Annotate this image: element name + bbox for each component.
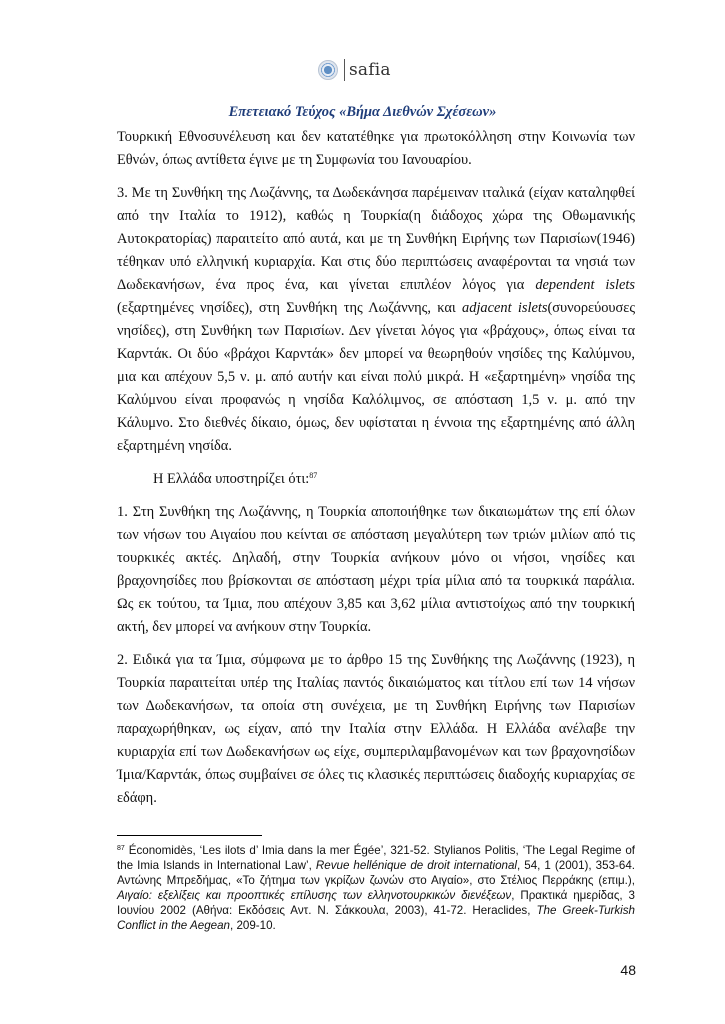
paragraph-point-1: 1. Στη Συνθήκη της Λωζάννης, η Τουρκία αποποιήθηκε των δικαιωμάτων της επί όλων των νήσων του Αιγαίου που κείνται σε απόσταση μεγαλύτερη των τριών μιλίων από τις τουρκικές ακτές. Δηλαδή, στην Τουρκία ανήκουν μόνο οι νήσοι, νησίδες και βραχονησίδες που βρίσκονται σε απόσταση μέχρι τρία μίλια από τα τουρκικά παράλια. Ως εκ τούτου, τα Ίμια, που απέχουν 3,85 και 3,62 μίλια αντιστοίχως από την τουρκική ακτή, δεν μπορεί να ανήκουν στην Τουρκία. (117, 504, 635, 635)
paragraph-point-2: 2. Ειδικά για τα Ίμια, σύμφωνα με το άρθρο 15 της Συνθήκης της Λωζάννης (1923), η Τουρκία παραιτείται υπέρ της Ιταλίας παντός δικαιώματος και τίτλου επί των 14 νήσων των Δωδεκανήσων, τα οποία στη συνέχεια, με τη Συνθήκη Ειρήνης των Παρισίων παραχωρήθηκαν, ως είχαν, από την Ιταλία στην Ελλάδα. Η Ελλάδα ανέλαβε την κυριαρχία επί των Δωδεκανήσων ως είχε, συμπεριλαμβανομένων και των βραχονησίδων Ίμια/Καρντάκ, όπως συμβαίνει σε όλες τις κλασικές περιπτώσεις διαδοχής κυριαρχίας σε εδάφη. (117, 652, 635, 806)
logo-divider (344, 59, 345, 81)
paragraph-continuation: Τουρκική Εθνοσυνέλευση και δεν κατατέθηκε για πρωτοκόλληση στην Κοινωνία των Εθνών, όπως αντίθετα έγινε με τη Συμφωνία του Ιανουαρίου. (117, 129, 635, 168)
footnote-87: $^{87}$ Économidès, ‘Les ilots d’ Imia dans la mer Égée’, 321-52. Stylianos Politis, ‘The Legal Regime of the Imia Islands in International Law’, Revue hellénique de droit international, 54, 1 (2001), 353-64. Αντώνης Μπρεδήμας, «Το ζήτημα των γκρίζων ζωνών στο Αιγαίο», στο Στέλιος Περράκης (επιμ.), Αιγαίο: εξελίξεις και προοπτικές επίλυσης των ελληνοτουρκικών διενέξεων, Πρακτικά ημερίδας, 3 Ιουνίου 2002 (Αθήνα: Εκδόσεις Αντ. Ν. Σάκκουλα, 2003), 41-72. Heraclides, The Greek-Turkish Conflict in the Aegean, 209-10. (117, 844, 636, 933)
page-number: 48 (620, 962, 636, 978)
footnote-reference[interactable]: 87 (309, 471, 318, 480)
term-dependent-islets: dependent islets (535, 277, 636, 293)
paragraph-3: 3. Με τη Συνθήκη της Λωζάννης, τα Δωδεκάνησα παρέμειναν ιταλικά (είχαν καταληφθεί από την Ιταλία το 1912), καθώς η Τουρκία(η διάδοχος χώρα της Οθωμανικής Αυτοκρατορίας) παραιτείτο από αυτά, και με τη Συνθήκη Ειρήνης των Παρισίων(1946) τέθηκαν υπό ελληνική κυριαρχία. Και στις δύο περιπτώσεις αναφέρονται τα νησιά των Δωδεκανήσων, ένα προς ένα, και γίνεται επιπλέον λόγος για dependent islets (εξαρτημένες νησίδες), στη Συνθήκη της Λωζάννης, και adjacent islets(συνορεύουσες νησίδες), στη Συνθήκη των Παρισίων. Δεν γίνεται λόγος για «βράχους», όπως είναι τα Καρντάκ. Οι δύο «βράχοι Καρντάκ» δεν μπορεί να θεωρηθούν νησίδες της Καλύμνου, μια και απέχουν 5,5 ν. μ. από αυτήν και είναι πολύ μικρά. Η «εξαρτημένη» νησίδα της Καλύμνου είναι προφανώς η νησίδα Καλόλιμνος, σε απόσταση 1,5 ν. μ. από την Κάλυμνο. Στο διεθνές δίκαιο, όμως, δεν υφίσταται η έννοια της εξαρτημένης από άλλη εξαρτημένη νησίδα. (117, 185, 636, 454)
greece-claims-heading: Η Ελλάδα υποστηρίζει ότι:$^{87}$ (153, 471, 318, 487)
footnote-separator (117, 835, 262, 836)
logo-text: safia (349, 60, 391, 80)
emblem-icon (318, 60, 338, 80)
running-title: Επετειακό Τεύχος «Βήμα Διεθνών Σχέσεων» (228, 104, 497, 120)
body-text (117, 126, 635, 810)
header-logo (318, 57, 391, 83)
footnote-number: 87 (117, 845, 125, 852)
term-adjacent-islets: adjacent islets (462, 300, 548, 316)
